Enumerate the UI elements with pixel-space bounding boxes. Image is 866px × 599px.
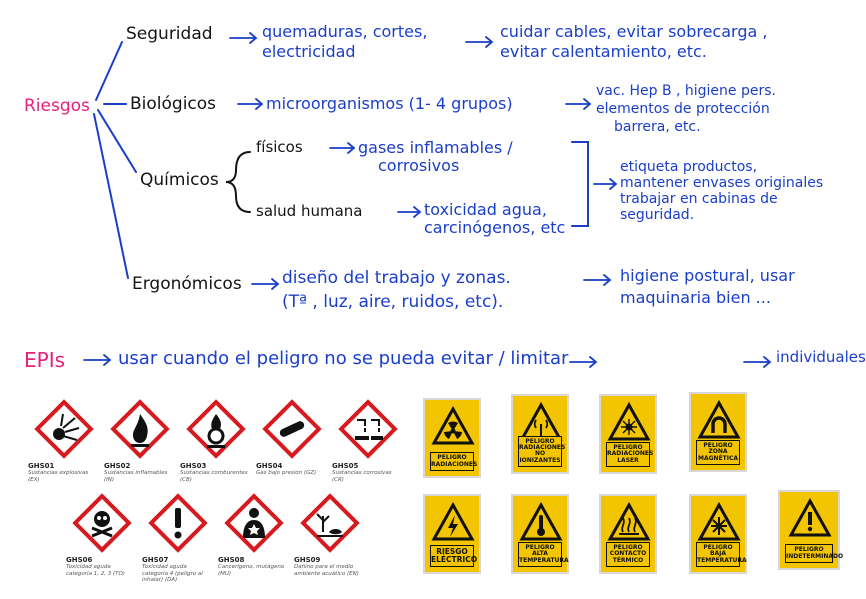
- ghs-desc: Sustancias comburentes (CB): [180, 470, 248, 483]
- ghs-pictograms-panel: [22, 392, 400, 582]
- magnet-icon: [697, 400, 741, 440]
- ghs-desc: Sustancias corrosivas (CR): [332, 470, 392, 483]
- ergonomicos-cause-line-2: (Tª , luz, aire, ruidos, etc).: [282, 292, 504, 312]
- seguridad-prevention-line-2: evitar calentamiento, etc.: [500, 42, 707, 61]
- ghs-desc: Gas bajo presión (GZ): [256, 470, 317, 476]
- sign-label: PELIGRO RADIACIONES LASER: [606, 442, 650, 467]
- radiation-icon: [431, 406, 475, 446]
- sign-label: PELIGRO ALTA TEMPERATURA: [518, 542, 562, 567]
- sign-label: RIESGO ELÉCTRICO: [430, 545, 474, 567]
- root-node: Riesgos: [24, 96, 90, 116]
- branch-quimicos: Químicos: [140, 170, 219, 190]
- ghs-desc: Toxicidad aguda categoría 1, 2, 3 (TO): [66, 564, 125, 577]
- ghs-code: GHS09: [294, 556, 321, 564]
- health-hazard-icon: [223, 492, 285, 554]
- sign-label: PELIGRO ZONA MAGNÉTICA: [696, 440, 740, 465]
- branch-ergonomicos: Ergonómicos: [132, 274, 242, 294]
- sign-label: PELIGRO CONTACTO TÉRMICO: [606, 542, 650, 567]
- flame-icon: [109, 398, 171, 460]
- sign-magnetic: [689, 392, 747, 472]
- biologicos-prevention-line-1: vac. Hep B , higiene pers.: [596, 83, 776, 99]
- epis-result: individuales: [776, 348, 866, 366]
- seguridad-prevention-line-1: cuidar cables, evitar sobrecarga ,: [500, 22, 768, 41]
- exclamation-mark-icon: [147, 492, 209, 554]
- sign-low-temp: [689, 494, 747, 574]
- ghs09-item: [294, 492, 366, 577]
- low-temperature-icon: [697, 502, 741, 542]
- general-danger-icon: [786, 498, 834, 538]
- ghs-code: GHS06: [66, 556, 93, 564]
- ghs-code: GHS04: [256, 462, 283, 470]
- quimicos-prevention-line-2: mantener envases originales: [620, 175, 824, 191]
- ghs-desc: Sustancias inflamables (IN): [104, 470, 168, 483]
- ghs06-item: [66, 492, 138, 577]
- ghs-desc: Cancerígeno, mutágeno (MU): [218, 564, 285, 577]
- sign-label: PELIGRO RADIACIONES NO IONIZANTES: [518, 436, 562, 467]
- skull-crossbones-icon: [71, 492, 133, 554]
- sign-label: PELIGRO RADIACIONES: [430, 452, 474, 471]
- quimicos-prevention-line-4: seguridad.: [620, 207, 695, 223]
- corrosion-icon: [337, 398, 399, 460]
- gas-cylinder-icon: [261, 398, 323, 460]
- epis-text: usar cuando el peligro no se pueda evitar / limitar: [118, 348, 569, 369]
- quimicos-prevention-line-3: trabajar en cabinas de: [620, 191, 778, 207]
- salud-effect-line-2: carcinógenos, etc: [424, 218, 566, 237]
- ghs-code: GHS05: [332, 462, 359, 470]
- electric-icon: [431, 502, 475, 542]
- ergonomicos-cause-line-1: diseño del trabajo y zonas.: [282, 268, 511, 288]
- sign-label: PELIGRO INDETERMINADO: [785, 544, 833, 563]
- quimicos-prevention-line-1: etiqueta productos,: [620, 159, 758, 175]
- ghs04-item: [256, 398, 328, 477]
- fisicos-effect-line-2: corrosivos: [378, 156, 460, 175]
- ghs03-item: [180, 398, 252, 483]
- laser-icon: [607, 402, 651, 442]
- sign-thermal-contact: [599, 494, 657, 574]
- ghs-code: GHS07: [142, 556, 169, 564]
- fisicos-effect-line-1: gases inflamables /: [358, 138, 513, 157]
- ghs-code: GHS03: [180, 462, 207, 470]
- ghs-code: GHS08: [218, 556, 245, 564]
- biologicos-prevention-line-2: elementos de protección: [596, 101, 770, 117]
- exploding-bomb-icon: [33, 398, 95, 460]
- ghs-desc: Toxicidad aguda categoría 4 (peligro al inhalar) (DA): [142, 564, 203, 584]
- sign-non-ionizing: [511, 394, 569, 474]
- ergonomicos-prevention-line-1: higiene postural, usar: [620, 266, 795, 285]
- sign-high-temp: [511, 494, 569, 574]
- ghs-desc: Sustancias explosivas (EX): [28, 470, 89, 483]
- flame-over-circle-icon: [185, 398, 247, 460]
- quimicos-sub-salud-humana: salud humana: [256, 202, 363, 220]
- ghs07-item: [142, 492, 214, 584]
- quimicos-sub-fisicos: físicos: [256, 138, 303, 156]
- biologicos-prevention-line-3: barrera, etc.: [614, 119, 701, 135]
- sign-label: PELIGRO BAJA TEMPERATURA: [696, 542, 740, 567]
- ergonomicos-prevention-line-2: maquinaria bien ...: [620, 288, 771, 307]
- seguridad-cause-line-2: electricidad: [262, 42, 356, 61]
- sign-indeterminate: [778, 490, 844, 570]
- epis-label: EPIs: [24, 348, 66, 372]
- ghs05-item: [332, 398, 404, 483]
- ghs02-item: [104, 398, 176, 483]
- branch-biologicos: Biológicos: [130, 94, 217, 114]
- ghs-code: GHS02: [104, 462, 131, 470]
- sign-electric: [423, 494, 481, 574]
- biologicos-cause: microorganismos (1- 4 grupos): [266, 94, 513, 113]
- environment-icon: [299, 492, 361, 554]
- branch-seguridad: Seguridad: [126, 24, 213, 44]
- sign-laser: [599, 394, 657, 474]
- hot-surface-icon: [607, 502, 651, 542]
- ghs-desc: Dañino para el medio ambiente acuático (EN): [294, 564, 359, 577]
- seguridad-cause-line-1: quemaduras, cortes,: [262, 22, 428, 41]
- high-temperature-icon: [519, 502, 563, 542]
- ghs08-item: [218, 492, 290, 577]
- salud-effect-line-1: toxicidad agua,: [424, 200, 547, 219]
- ghs01-item: [28, 398, 100, 483]
- sign-radiation: [423, 398, 481, 478]
- ghs-code: GHS01: [28, 462, 55, 470]
